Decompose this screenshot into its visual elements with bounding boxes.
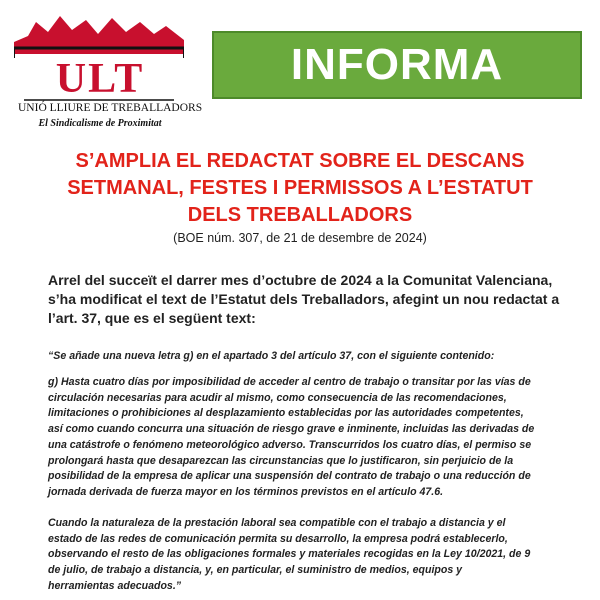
- quote-line: estado de las redes de comunicación permita su desarrollo, la empresa podrá establecerlo,: [48, 532, 508, 545]
- quote-line: así como cuando concurra una situación de riesgo grave e inminente, incluidas las derivadas de: [48, 423, 535, 436]
- intro-line: l’art. 37, que es el següent text:: [48, 310, 256, 326]
- quote-line: circulación necesarias para acudir al mismo, como consecuencia de las recomendaciones,: [48, 391, 507, 404]
- quote-paragraph-intro: [48, 349, 568, 365]
- informa-banner: [212, 31, 582, 99]
- banner-text: INFORMA: [290, 40, 504, 89]
- logo-acronym: ULT: [55, 56, 145, 102]
- quote-line: g) Hasta cuatro días por imposibilidad de acceder al centro de trabajo o transitar por las vías de: [48, 376, 531, 388]
- quote-line: herramientas adecuados.”: [48, 579, 182, 592]
- logo-organization-name: UNIÓ LLIURE DE TREBALLADORS: [18, 102, 203, 114]
- intro-paragraph: [48, 271, 568, 328]
- quote-line: prolongará hasta que desaparezcan las circunstancias que lo justificaron, sin perjuicio de la: [48, 454, 514, 467]
- title-line: S’AMPLIA EL REDACTAT SOBRE EL DESCANS: [75, 150, 525, 172]
- logo-tagline: El Sindicalisme de Proximitat: [38, 118, 162, 129]
- title-line: DELS TREBALLADORS: [187, 204, 413, 226]
- intro-line: s’ha modificat el text de l’Estatut dels Treballadors, afegint un nou redactat a: [48, 291, 560, 307]
- ult-logo: [14, 14, 203, 136]
- quote-line: jornada derivada de fuerza mayor en los términos previstos en el artículo 47.6.: [48, 485, 444, 498]
- quote-line: “Se añade una nueva letra g) en el apartado 3 del artículo 37, con el siguiente contenido:: [48, 350, 495, 362]
- quote-line: Cuando la naturaleza de la prestación laboral sea compatible con el trabajo a distancia y el: [48, 517, 506, 529]
- quote-line: limitaciones o prohibiciones al desplazamiento establecidas por las autoridades competentes,: [48, 407, 524, 420]
- page-title: [40, 148, 560, 229]
- quote-line: observando el resto de las obligaciones formales y materiales recogidas en la Ley 10/2021, de 9: [48, 548, 531, 561]
- boe-reference: (BOE núm. 307, de 21 de desembre de 2024): [173, 231, 427, 245]
- quote-line: una catástrofe o fenómeno meteorológico adverso. Transcurridos los cuatro días, el permiso se: [48, 438, 532, 451]
- title-line: SETMANAL, FESTES I PERMISSOS A L’ESTATUT: [67, 177, 533, 199]
- quote-paragraph-letter-g: [48, 375, 568, 501]
- quote-paragraph-remote-work: [48, 516, 568, 595]
- intro-line: Arrel del succeït el darrer mes d’octubre de 2024 a la Comunitat Valenciana,: [48, 272, 553, 288]
- quote-line: posibilidad de la empresa de aplicar una suspensión del contrato de trabajo o una reducción de: [48, 470, 531, 483]
- quote-line: de julio, de trabajo a distancia, y, en particular, el suministro de medios, equipos y: [48, 564, 463, 577]
